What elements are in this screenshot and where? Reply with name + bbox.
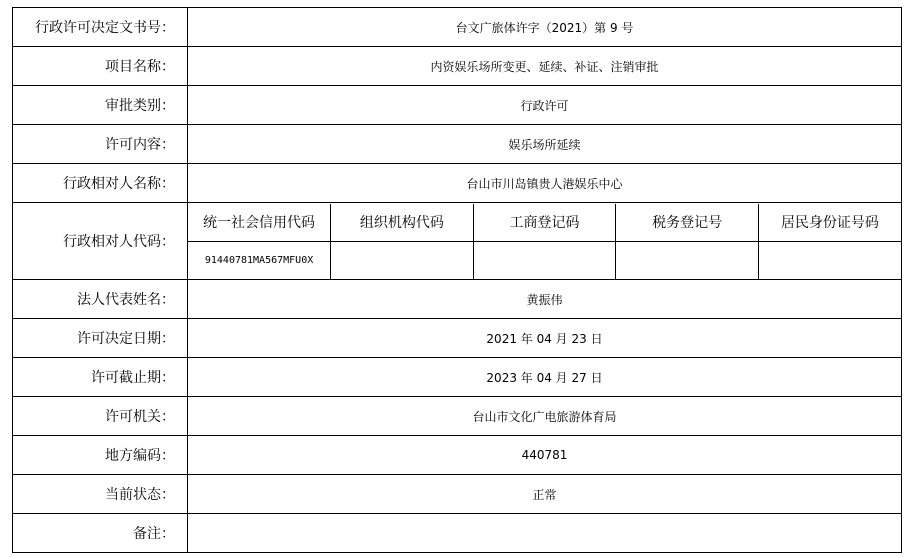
remark-label: 备注： [13,514,188,553]
party-code-subtable [188,204,901,279]
code-header-tax: 税务登记号 [616,204,759,242]
authority-value: 台山市文化广电旅游体育局 [188,397,902,436]
row-remark [13,514,902,553]
permit-content-label: 许可内容： [13,125,188,164]
party-name-label: 行政相对人名称： [13,164,188,203]
approval-type-value: 行政许可 [188,86,902,125]
project-name-label: 项目名称： [13,47,188,86]
row-authority [13,397,902,436]
row-region-code [13,436,902,475]
region-code-value: 440781 [188,436,902,475]
code-value-credit: 91440781MA567MFU0X [204,254,314,266]
code-header-id-card: 居民身份证号码 [758,204,901,242]
region-code-label: 地方编码： [13,436,188,475]
party-code-cell [188,203,902,280]
permit-info-table [12,7,902,553]
expiry-date-value: 2023 年 04 月 27 日 [188,358,902,397]
party-name-value: 台山市川岛镇贵人港娱乐中心 [188,164,902,203]
row-party-name [13,164,902,203]
row-permit-content [13,125,902,164]
row-legal-rep [13,280,902,319]
code-header-business: 工商登记码 [473,204,616,242]
code-header-org: 组织机构代码 [331,204,474,242]
party-code-label: 行政相对人代码： [13,203,188,280]
row-party-code [13,203,902,280]
legal-rep-value: 黄振伟 [188,280,902,319]
decision-date-label: 许可决定日期： [13,319,188,358]
authority-label: 许可机关： [13,397,188,436]
row-expiry-date [13,358,902,397]
row-decision-no [13,8,902,47]
permit-content-value: 娱乐场所延续 [188,125,902,164]
code-header-credit: 统一社会信用代码 [188,204,331,242]
row-project-name [13,47,902,86]
row-status [13,475,902,514]
party-code-value-row [188,241,901,279]
project-name-value: 内资娱乐场所变更、延续、补证、注销审批 [188,47,902,86]
code-value-business [473,241,616,279]
row-approval-type [13,86,902,125]
approval-type-label: 审批类别： [13,86,188,125]
legal-rep-label: 法人代表姓名： [13,280,188,319]
code-value-tax [616,241,759,279]
decision-no-value: 台文广旅体许字（2021）第 9 号 [188,8,902,47]
decision-no-label: 行政许可决定文书号： [13,8,188,47]
party-code-header-row [188,204,901,242]
row-decision-date [13,319,902,358]
remark-value [188,514,902,553]
decision-date-value: 2021 年 04 月 23 日 [188,319,902,358]
expiry-date-label: 许可截止期： [13,358,188,397]
code-value-org [331,241,474,279]
status-label: 当前状态： [13,475,188,514]
status-value: 正常 [188,475,902,514]
code-value-id-card [758,241,901,279]
